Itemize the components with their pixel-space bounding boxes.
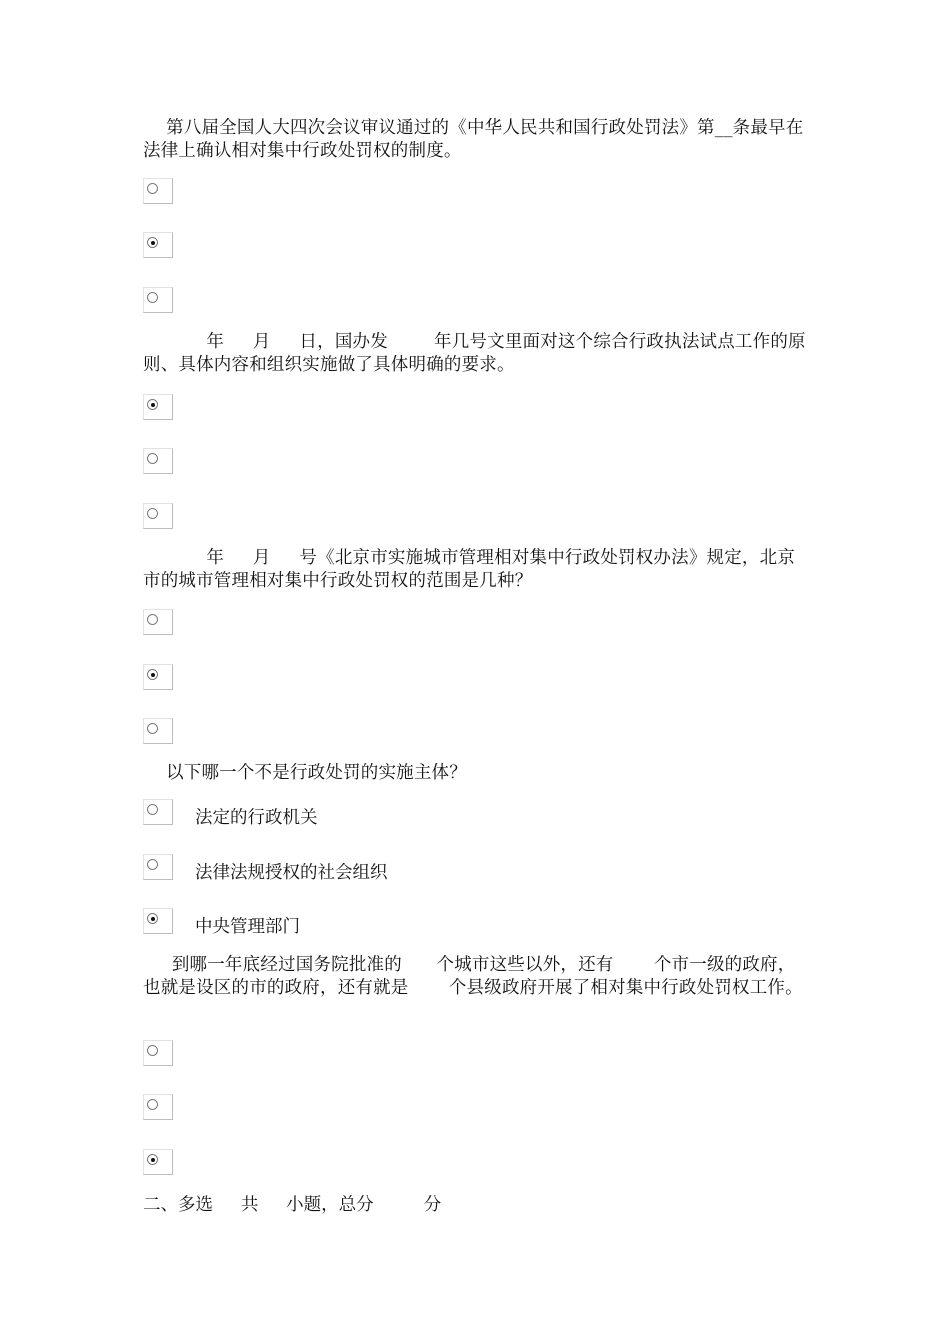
radio-circle-icon [147,237,158,248]
question-1-option-c[interactable] [143,287,195,313]
radio-selected-dot-icon [151,1158,155,1162]
radio-button[interactable] [143,448,173,474]
radio-button[interactable] [143,503,173,529]
question-5-option-a[interactable] [143,1040,195,1066]
question-3-option-c[interactable] [143,718,195,744]
radio-circle-icon [147,183,158,194]
option-label: 中央管理部门 [195,917,300,937]
question-5-option-c[interactable] [143,1149,195,1175]
question-4-option-b[interactable] [143,854,388,883]
radio-circle-icon [147,508,158,519]
radio-button[interactable] [143,908,173,934]
radio-circle-icon [147,399,158,410]
question-1-option-a[interactable] [143,178,195,204]
radio-selected-dot-icon [151,673,155,677]
radio-button[interactable] [143,1040,173,1066]
radio-button[interactable] [143,178,173,204]
question-5-option-b[interactable] [143,1094,195,1120]
radio-circle-icon [147,292,158,303]
question-5-text: 到哪一年底经过国务院批准的 个城市这些以外，还有 个市一级的政府，也就是设区的市的政府，还有就是 个县级政府开展了相对集中行政处罚权工作。 [143,955,803,998]
question-1-text: 第八届全国人大四次会议审议通过的《中华人民共和国行政处罚法》第__条最早在法律上确认相对集中行政处罚权的制度。 [143,118,804,161]
radio-circle-icon [147,1045,158,1056]
question-2-option-b[interactable] [143,448,195,474]
radio-circle-icon [147,913,158,924]
radio-button[interactable] [143,287,173,313]
radio-button[interactable] [143,664,173,690]
radio-circle-icon [147,453,158,464]
radio-button[interactable] [143,799,173,825]
question-2-option-c[interactable] [143,503,195,529]
option-label: 法定的行政机关 [195,808,318,828]
radio-button[interactable] [143,394,173,420]
question-3-option-a[interactable] [143,609,195,635]
radio-selected-dot-icon [151,917,155,921]
option-label: 法律法规授权的社会组织 [195,863,388,883]
question-1-option-b[interactable] [143,232,195,258]
radio-circle-icon [147,723,158,734]
radio-selected-dot-icon [151,403,155,407]
radio-circle-icon [147,1099,158,1110]
question-3-option-b[interactable] [143,664,195,690]
radio-button[interactable] [143,854,173,880]
question-4-option-a[interactable] [143,799,318,828]
radio-button[interactable] [143,609,173,635]
question-3-text: 年 月 号《北京市实施城市管理相对集中行政处罚权办法》规定，北京市的城市管理相对集中行政处罚权的范围是几种？ [143,548,796,591]
question-4-option-c[interactable] [143,908,300,937]
radio-circle-icon [147,859,158,870]
question-2-text: 年 月 日，国办发 年几号文里面对这个综合行政执法试点工作的原则、具体内容和组织实施做了具体明确的要求。 [143,332,806,375]
radio-circle-icon [147,669,158,680]
radio-circle-icon [147,614,158,625]
radio-button[interactable] [143,1094,173,1120]
radio-selected-dot-icon [151,241,155,245]
question-2-option-a[interactable] [143,394,195,420]
radio-button[interactable] [143,718,173,744]
radio-button[interactable] [143,232,173,258]
question-4-text: 以下哪一个不是行政处罚的实施主体？ [143,763,467,783]
radio-button[interactable] [143,1149,173,1175]
radio-circle-icon [147,1154,158,1165]
section-heading-multiple-choice: 二、多选 共 小题，总分 分 [143,1195,442,1215]
radio-circle-icon [147,804,158,815]
